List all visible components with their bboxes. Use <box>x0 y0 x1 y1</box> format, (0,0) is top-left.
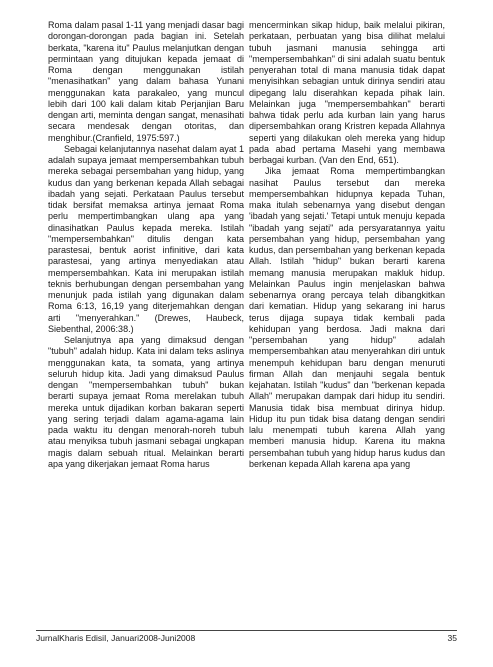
paragraph: Sebagai kelanjutannya nasehat dalam ayat 1 adalah supaya jemaat mempersembahkan tubuh mereka sebagai persembahan yang hidup, yang kudus dan yang berkenan kepada Allah sebagai ibadah yang sejati. Perkataan Paulus tersebut tidak bersifat memaksa artinya jemaat Roma perlu mempertimbangkan ulang apa yang dinasihatkan Paulus kepada mereka. Istilah "mempersembahkan" ditulis dengan kata parastesai, bentuk aorist infinitive, dari kata parastesai, yang artinya menyediakan atau mempersembahkan. Kata ini merupakan istilah teknis berhubungan dengan persembahan yang menunjuk pada istilah yang digunakan dalam Roma 6:13, 16,19 yang diterjemahkan dengan arti "menyerahkan." (Drewes, Haubeck, Siebenthal, 2006:38.) <box>48 143 244 334</box>
paragraph: Roma dalam pasal 1-11 yang menjadi dasar bagi dorongan-dorongan pada bagian ini. Setelah berkata, "karena itu" Paulus melanjutkan dengan permintaan yang ditujukan kepada jemaat di Roma dengan menggunakan istilah "menasihatkan" yang dalam bahasa Yunani menggunakan kata parakaleo, yang muncul lebih dari 100 kali dalam kitab Perjanjian Baru dengan arti, meminta dengan sangat, menasihati secara mendesak dengan otoritas, dan menghibur.(Cranfield, 1975:597.) <box>48 20 244 143</box>
footer-divider <box>36 630 457 631</box>
journal-footer: JurnalKharis EdisiI, Januari2008-Juni2008 <box>36 633 196 643</box>
paragraph: Selanjutnya apa yang dimaksud dengan "tubuh" adalah hidup. Kata ini dalam teks aslinya menggunakan kata, ta somata, yang artinya seluruh hidup kita. Jadi yang dimaksud Paulus dengan "mempersembahkan tubuh" bukan berarti supaya jemaat Roma merelakan tubuh mereka untuk dijadikan korban bakaran seperti yang sering terjadi dalam agama-agama lain pada waktu itu dengan menorah-noreh tubuh atau menyiksa tubuh jasmani sebagai ungkapan magis dalam sebuah ritual. Melainkan berarti apa yang dikerjakan jemaat Roma harus <box>48 335 244 469</box>
left-text-column <box>48 20 244 470</box>
paragraph: mencerminkan sikap hidup, baik melalui pikiran, perkataan, perbuatan yang bisa dilihat melalui tubuh jasmani manusia sehingga arti "mempersembahkan" di sini adalah suatu bentuk penyerahan total di mana manusia tidak dapat menyisihkan sebagian untuk dirinya sendiri atau dipegang lalu diserahkan kepada pihak lain. Melainkan juga "mempersembahkan" berarti bahwa tidak perlu ada kurban lain yang harus dipersembahkan orang Kristren kepada Allahnya seperti yang dilakukan oleh mereka yang hidup pada abad pertama Masehi yang membawa berbagai kurban. (Van den End, 651). <box>249 20 445 165</box>
paragraph: Jika jemaat Roma mempertimbangkan nasihat Paulus tersebut dan mereka mempersembahkan hidupnya kepada Tuhan, maka itulah sebenarnya yang disebut dengan 'ibadah yang sejati.' Tetapi untuk menuju kepada "ibadah yang sejati" ada persyaratannya yaitu persembahan yang hidup, persembahan yang kudus, dan persembahan yang berkenan kepada Allah. Istilah "hidup" bukan berarti karena memang manusia merupakan makluk hidup. Melainkan Paulus ingin menjelaskan bahwa sebenarnya orang percaya telah dibangkitkan dari kematian. Hidup yang sekarang ini harus terus dijaga supaya tidak kembali pada kehidupan yang berdosa. Jadi makna dari "persembahan yang hidup" adalah mempersembahkan atau menyerahkan diri untuk menempuh kehidupan baru dengan menuruti firman Allah dan menjauhi segala bentuk kejahatan. Istilah "kudus" dan "berkenan kepada Allah" merupakan dampak dari hidup itu sendiri. Manusia tidak bisa membuat dirinya hidup. Hidup itu pun tidak bisa datang dengan sendiri lalu menempati tubuh karena Allah yang memberi manusia hidup. Karena itu makna persembahan tubuh yang hidup harus kudus dan berkenan kepada Allah karena apa yang <box>249 166 445 469</box>
right-text-column <box>249 20 445 470</box>
page-number: 35 <box>447 633 457 643</box>
